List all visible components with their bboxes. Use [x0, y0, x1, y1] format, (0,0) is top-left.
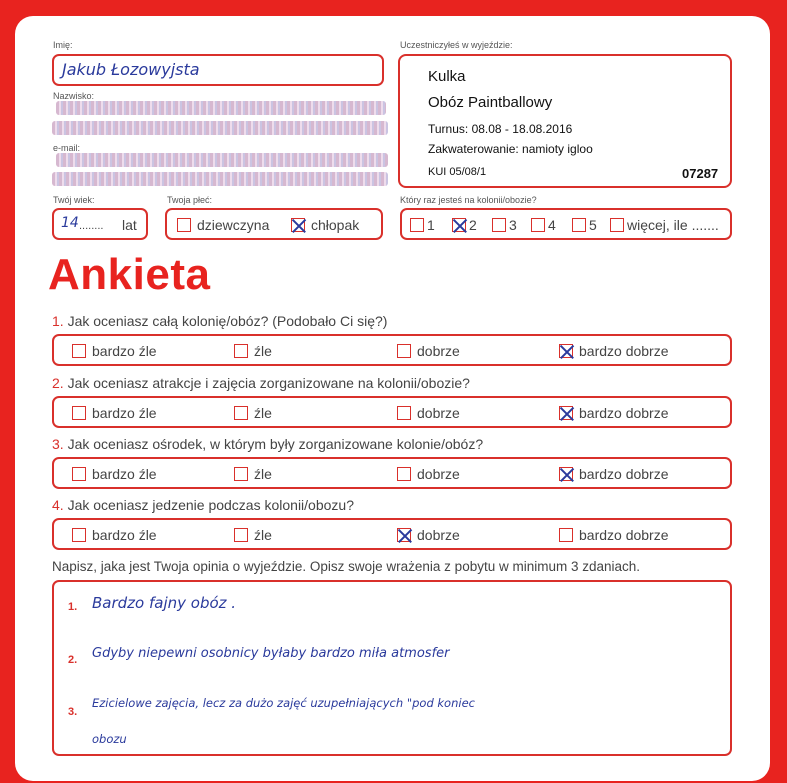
checkbox[interactable] — [559, 528, 573, 542]
checkbox[interactable] — [410, 218, 424, 232]
question-4-option-3[interactable] — [397, 527, 460, 543]
checkbox[interactable] — [72, 528, 86, 542]
checkbox-checked[interactable] — [559, 406, 573, 420]
question-4-options — [52, 518, 732, 550]
question-2-option-4[interactable] — [559, 405, 669, 421]
question-2-option-2[interactable] — [234, 405, 272, 421]
question-2-text — [52, 375, 470, 391]
question-label: Jak oceniasz ośrodek, w którym były zorganizowane kolonie/obóz? — [63, 436, 484, 452]
checkbox[interactable] — [397, 344, 411, 358]
option-label: bardzo dobrze — [579, 405, 669, 421]
opinion-prompt: Napisz, jaka jest Twoja opinia o wyjeździe. Opisz swoje wrażenia z pobytu w minimum 3 zdaniach. — [52, 559, 641, 574]
ktory-raz-label: Który raz jesteś na kolonii/obozie? — [400, 195, 537, 205]
checkbox-checked[interactable] — [559, 467, 573, 481]
option-label: chłopak — [311, 217, 360, 233]
opinion-box[interactable] — [52, 580, 732, 756]
option-label: 3 — [509, 217, 517, 233]
nazwisko-label: Nazwisko: — [53, 91, 95, 101]
checkbox-checked[interactable] — [559, 344, 573, 358]
checkbox[interactable] — [234, 406, 248, 420]
raz-option-1[interactable] — [410, 217, 435, 233]
checkbox[interactable] — [234, 467, 248, 481]
question-1-options — [52, 334, 732, 366]
opinion-line-2: Gdyby niepewni osobnicy byłaby bardzo miła atmosfer — [92, 646, 450, 661]
raz-option-3[interactable] — [492, 217, 517, 233]
question-3-options — [52, 457, 732, 489]
plec-option-dziewczyna[interactable] — [177, 217, 269, 233]
opinion-line-1: Bardzo fajny obóz . — [92, 594, 237, 612]
plec-option-chlopak[interactable] — [291, 217, 359, 233]
option-label: więcej, ile ....... — [627, 217, 719, 233]
trip-zakwaterowanie: Zakwaterowanie: namioty igloo — [428, 142, 593, 156]
checkbox-checked[interactable] — [397, 528, 411, 542]
checkbox[interactable] — [531, 218, 545, 232]
checkbox-checked[interactable] — [452, 218, 466, 232]
option-label: bardzo dobrze — [579, 527, 669, 543]
checkbox-checked[interactable] — [291, 218, 305, 232]
question-2-option-3[interactable] — [397, 405, 460, 421]
opinion-num-3: 3. — [68, 706, 78, 718]
opinion-num-2: 2. — [68, 654, 78, 666]
question-2-option-1[interactable] — [72, 405, 157, 421]
question-1-option-3[interactable] — [397, 343, 460, 359]
question-1-text — [52, 313, 387, 329]
question-label: Jak oceniasz całą kolonię/obóz? (Podobało Ci się?) — [63, 313, 388, 329]
option-label: dobrze — [417, 466, 460, 482]
trip-camp: Obóz Paintballowy — [428, 94, 553, 111]
option-label: źle — [254, 405, 272, 421]
checkbox[interactable] — [177, 218, 191, 232]
trip-number: 07287 — [682, 166, 719, 181]
ktory-raz-field — [400, 208, 732, 240]
trip-turnus: Turnus: 08.08 - 18.08.2016 — [428, 122, 573, 136]
question-1-option-2[interactable] — [234, 343, 272, 359]
option-label: bardzo dobrze — [579, 466, 669, 482]
raz-option-wiecej[interactable] — [610, 217, 719, 233]
opinion-line-3: Ezicielowe zajęcia, lecz za dużo zajęć uzupełniających "pod koniec — [92, 696, 475, 710]
checkbox[interactable] — [234, 528, 248, 542]
question-number: 1. — [52, 313, 64, 329]
trip-code: KUI 05/08/1 — [428, 166, 487, 178]
option-label: 1 — [427, 217, 435, 233]
checkbox[interactable] — [610, 218, 624, 232]
option-label: bardzo źle — [92, 405, 157, 421]
question-1-option-1[interactable] — [72, 343, 157, 359]
option-label: bardzo źle — [92, 527, 157, 543]
question-4-text — [52, 497, 354, 513]
question-3-option-4[interactable] — [559, 466, 669, 482]
checkbox[interactable] — [492, 218, 506, 232]
question-number: 2. — [52, 375, 64, 391]
checkbox[interactable] — [72, 406, 86, 420]
question-3-option-3[interactable] — [397, 466, 460, 482]
trip-info-box — [398, 54, 732, 188]
raz-option-2[interactable] — [452, 217, 477, 233]
raz-option-4[interactable] — [531, 217, 556, 233]
question-4-option-1[interactable] — [72, 527, 157, 543]
wiek-dots: ........ — [79, 220, 104, 232]
imie-value: Jakub Łozowyjsta — [62, 60, 200, 79]
option-label: 2 — [469, 217, 477, 233]
question-number: 3. — [52, 436, 64, 452]
question-3-option-1[interactable] — [72, 466, 157, 482]
option-label: bardzo źle — [92, 343, 157, 359]
option-label: dobrze — [417, 405, 460, 421]
checkbox[interactable] — [72, 467, 86, 481]
option-label: dziewczyna — [197, 217, 270, 233]
option-label: źle — [254, 466, 272, 482]
plec-field — [165, 208, 383, 240]
option-label: bardzo dobrze — [579, 343, 669, 359]
option-label: źle — [254, 343, 272, 359]
question-number: 4. — [52, 497, 64, 513]
uczestnik-label: Uczestniczyłeś w wyjeździe: — [400, 40, 513, 50]
imie-label: Imię: — [53, 40, 73, 50]
wiek-label: Twój wiek: — [53, 195, 95, 205]
wiek-unit: lat — [122, 217, 137, 233]
question-4-option-4[interactable] — [559, 527, 669, 543]
question-1-option-4[interactable] — [559, 343, 669, 359]
raz-option-5[interactable] — [572, 217, 597, 233]
trip-company: Kulka — [428, 68, 466, 85]
checkbox[interactable] — [234, 344, 248, 358]
option-label: 5 — [589, 217, 597, 233]
question-label: Jak oceniasz atrakcje i zajęcia zorganizowane na kolonii/obozie? — [63, 375, 470, 391]
opinion-line-4: obozu — [92, 732, 127, 746]
imie-field[interactable] — [52, 54, 384, 86]
option-label: źle — [254, 527, 272, 543]
option-label: bardzo źle — [92, 466, 157, 482]
checkbox[interactable] — [72, 344, 86, 358]
wiek-value: 14 — [61, 215, 79, 231]
option-label: dobrze — [417, 343, 460, 359]
checkbox[interactable] — [397, 467, 411, 481]
checkbox[interactable] — [572, 218, 586, 232]
plec-label: Twoja płeć: — [167, 195, 213, 205]
option-label: 4 — [548, 217, 556, 233]
opinion-num-1: 1. — [68, 601, 78, 613]
email-label: e-mail: — [53, 143, 81, 153]
page-title: Ankieta — [48, 250, 211, 299]
option-label: dobrze — [417, 527, 460, 543]
question-label: Jak oceniasz jedzenie podczas kolonii/obozu? — [63, 497, 354, 513]
checkbox[interactable] — [397, 406, 411, 420]
question-4-option-2[interactable] — [234, 527, 272, 543]
question-3-text — [52, 436, 483, 452]
question-2-options — [52, 396, 732, 428]
wiek-field[interactable] — [52, 208, 148, 240]
question-3-option-2[interactable] — [234, 466, 272, 482]
